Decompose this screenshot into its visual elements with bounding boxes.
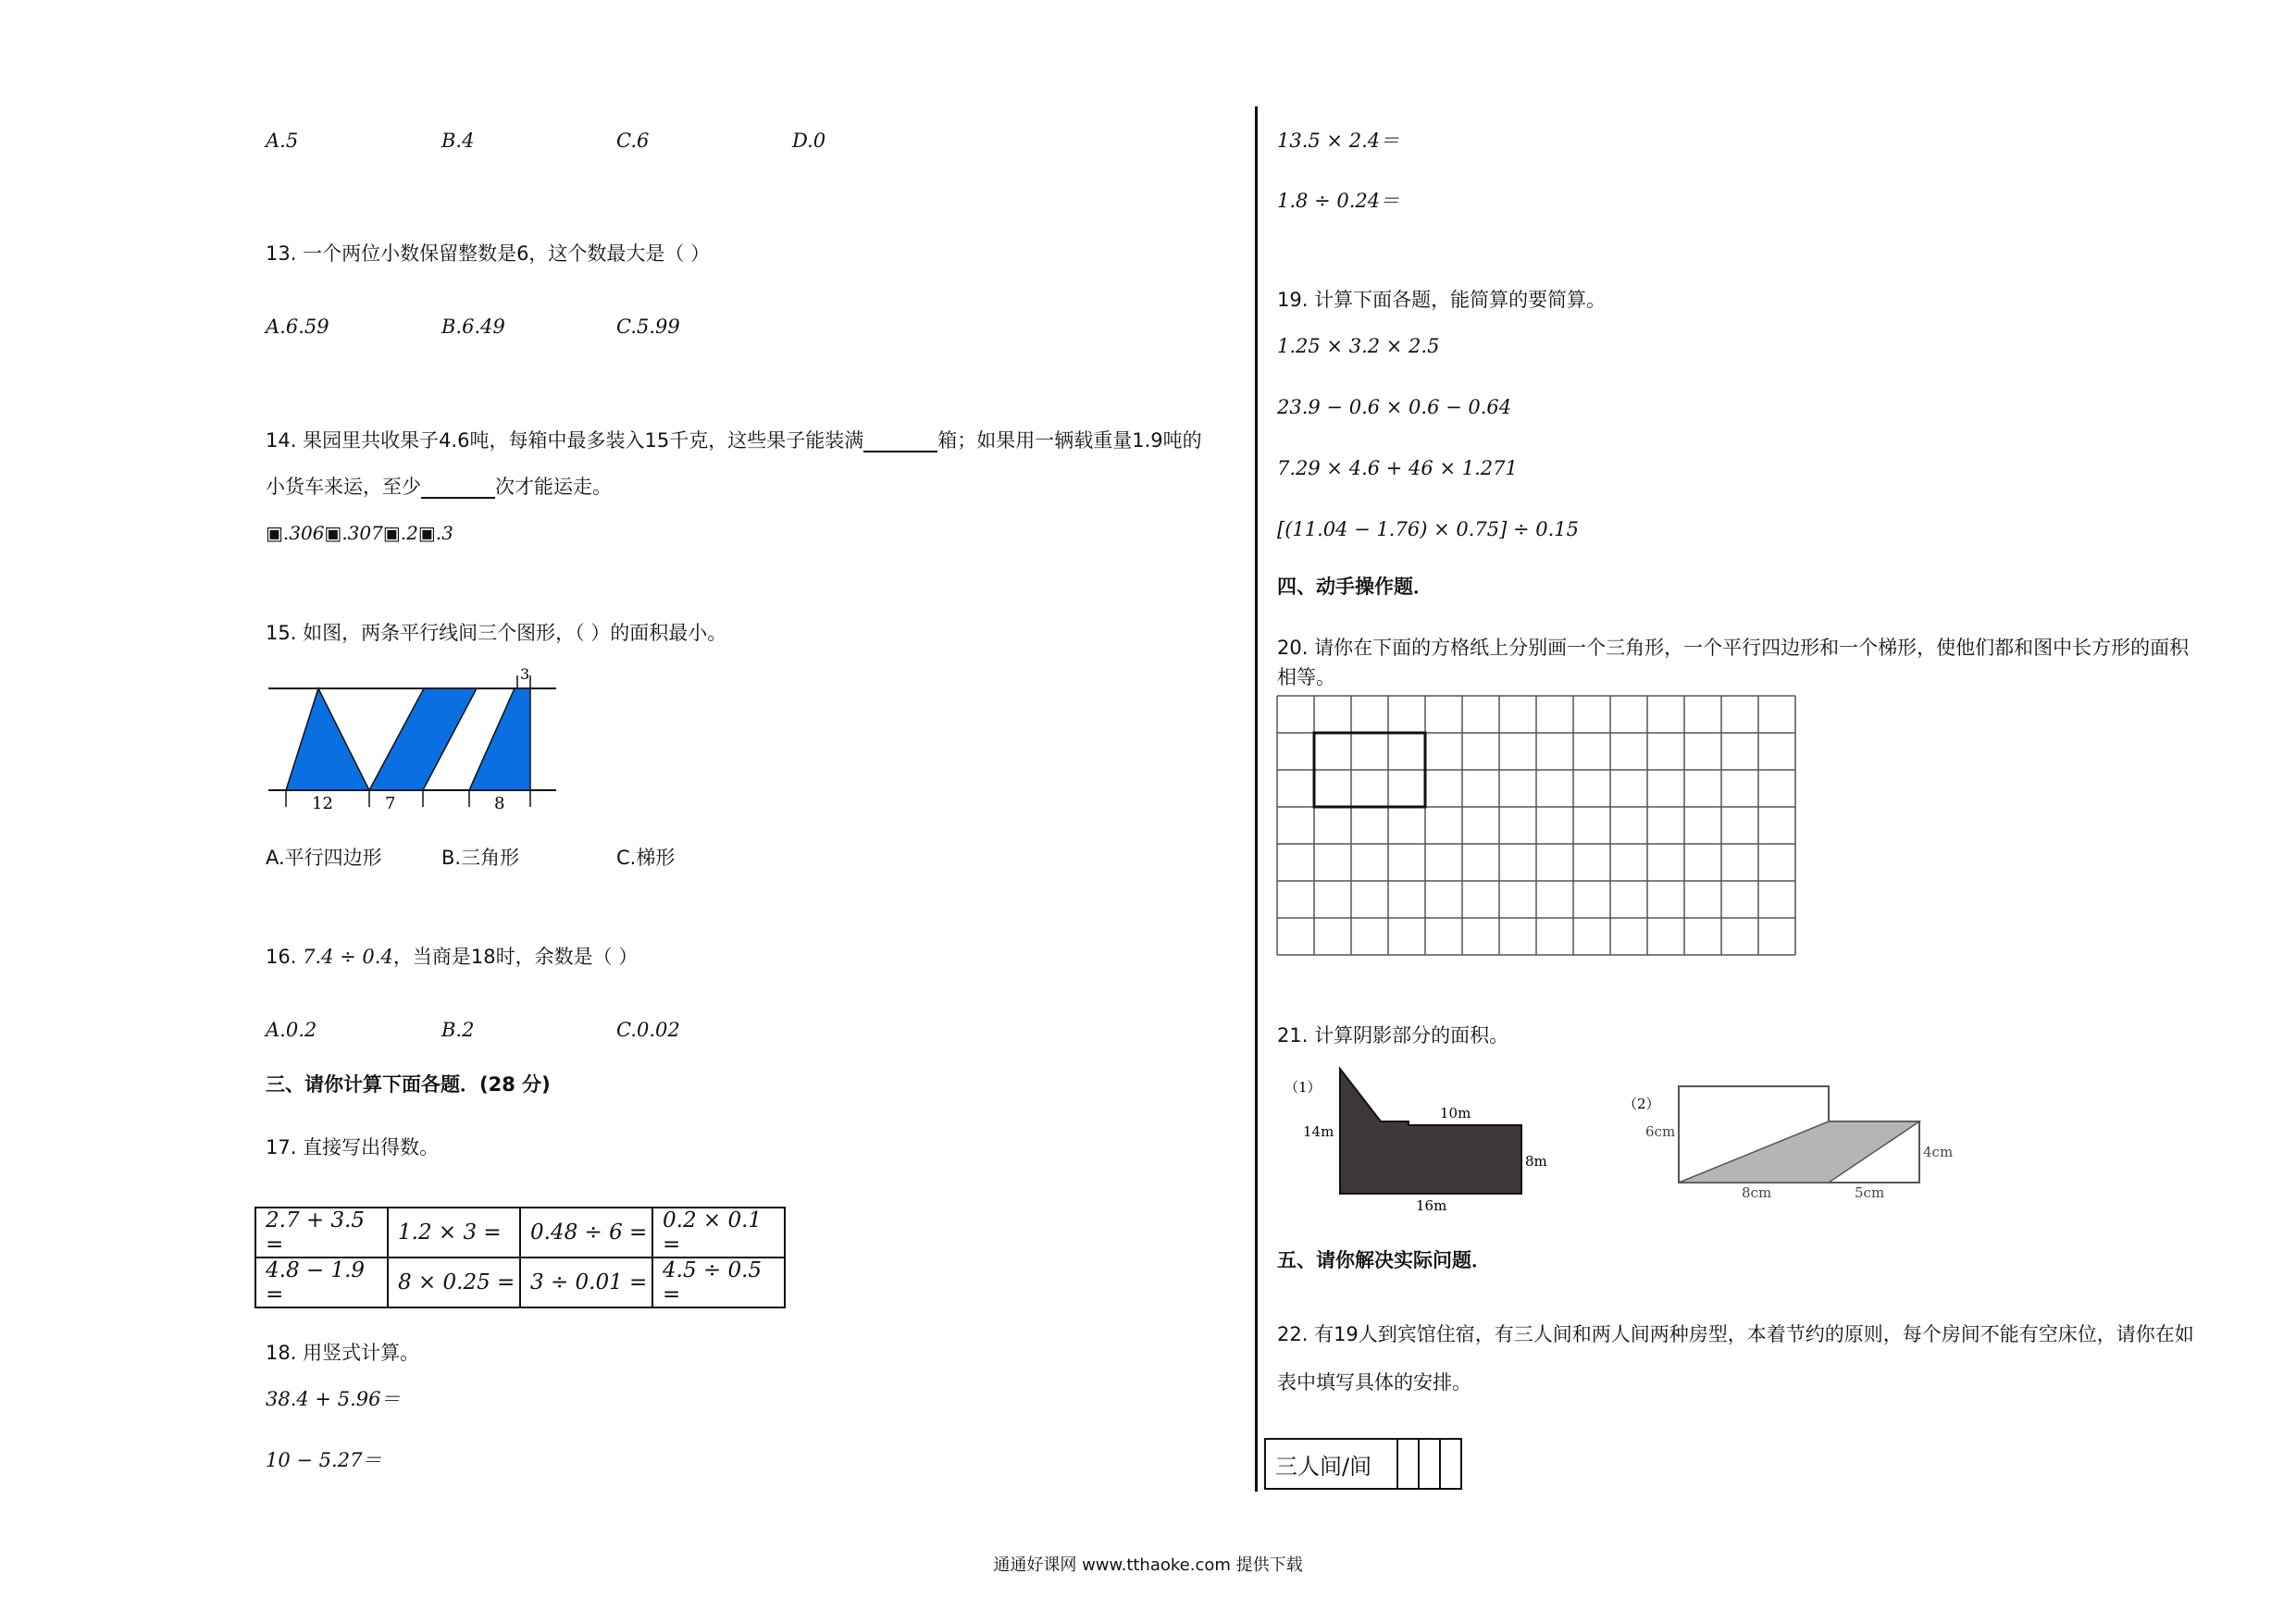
section-5-heading: 五、请你解决实际问题． [1277,1249,1491,1271]
q13-option-c: C.5.99 [616,316,680,338]
q14-line1-a: 14. 果园里共收果子4.6吨，每箱中最多装入15千克，这些果子能装满 [266,429,864,452]
q15-label-8: 8 [494,794,505,813]
q16-expression: 7.4 ÷ 0.4 [303,946,393,968]
q17-cell: 0.48 ÷ 6 = [520,1208,652,1258]
q22-table-cell [1419,1439,1440,1489]
q19-item-1: 1.25 × 3.2 × 2.5 [1277,335,1440,357]
q19-item-2: 23.9 − 0.6 × 0.6 − 0.64 [1277,396,1512,418]
q21-fig2-label-2: （2） [1623,1096,1660,1112]
q14-line2-a: 小货车来运，至少 [266,476,421,498]
q16-option-b: B.2 [441,1019,475,1041]
q15-parallelogram [369,688,477,790]
q18-item-2: 10 − 5.27＝ [266,1449,382,1471]
q18-text: 18. 用竖式计算。 [266,1342,420,1364]
q12-option-a: A.5 [266,130,299,152]
q21-text: 21. 计算阴影部分的面积。 [1277,1024,1509,1047]
q20-grid-paper [1275,694,1803,962]
q22-table-cell [1397,1439,1419,1489]
q21-figure-1 [1277,1064,1573,1212]
q21-figure-2 [1610,1064,1954,1203]
q16-text [266,946,638,969]
q14-line2-b: 次才能运走。 [495,476,612,498]
q21-fig1-shape [1340,1069,1521,1194]
q21-fig1-label-14m: 14m [1303,1123,1334,1140]
page-footer: 通通好课网 www.tthaoke.com 提供下载 [993,1555,1303,1575]
q16-option-c: C.0.02 [616,1019,680,1041]
q19-item-4: [(11.04 − 1.76) × 0.75] ÷ 0.15 [1277,518,1580,540]
q18-item-1: 38.4 + 5.96＝ [266,1388,401,1410]
q21-fig1-label-1: （1） [1285,1079,1322,1096]
q16-option-a: A.0.2 [266,1019,317,1041]
q14-line1 [266,429,1202,452]
q14-blank-1 [863,432,937,452]
q19-item-3: 7.29 × 4.6 + 46 × 1.271 [1277,457,1518,479]
q15-triangle [286,688,369,790]
q18-item-4: 1.8 ÷ 0.24＝ [1277,190,1400,212]
q12-option-d: D.0 [792,130,826,152]
q17-table [254,1207,786,1308]
q21-fig2-label-6cm: 6cm [1645,1123,1676,1140]
q17-cell: 4.8 − 1.9 = [255,1258,388,1307]
q18-item-3: 13.5 × 2.4＝ [1277,130,1400,152]
q21-fig2-label-4cm: 4cm [1923,1144,1954,1160]
q19-text: 19. 计算下面各题，能简算的要简算。 [1277,289,1607,311]
column-divider [1255,106,1258,1492]
section-4-heading: 四、动手操作题． [1277,576,1433,598]
q22-table-label: 三人间/间 [1265,1439,1397,1489]
q20-line2: 相等。 [1277,666,1335,688]
q15-label-12: 12 [312,794,333,813]
q17-cell: 0.2 × 0.1 = [652,1208,785,1258]
q15-figure [264,659,560,818]
q13-text: 13. 一个两位小数保留整数是6，这个数最大是（ ） [266,242,711,265]
q13-option-b: B.6.49 [441,316,505,338]
table-row [1265,1439,1461,1489]
q21-fig2-shaded [1679,1121,1919,1183]
q15-label-3: 3 [520,665,530,683]
q21-fig1-label-10m: 10m [1440,1105,1471,1121]
q15-option-b: B.三角形 [441,847,520,869]
section-3-heading: 三、请你计算下面各题．(28 分) [266,1073,551,1096]
q22-table-cell [1440,1439,1461,1489]
q17-cell: 2.7 + 3.5 = [255,1208,388,1258]
q17-cell: 4.5 ÷ 0.5 = [652,1258,785,1307]
table-row [255,1208,785,1258]
q14-line2 [266,476,612,499]
q14-blank-2 [421,478,495,499]
q15-label-7: 7 [385,794,396,813]
q21-fig1-label-16m: 16m [1416,1197,1447,1214]
q21-fig2-label-8cm: 8cm [1742,1184,1772,1201]
q17-text: 17. 直接写出得数。 [266,1136,440,1158]
q21-fig1-label-8m: 8m [1525,1153,1547,1170]
q22-line2: 表中填写具体的安排。 [1277,1371,1471,1394]
q14-options: ▣.306▣.307▣.2▣.3 [266,522,453,544]
q12-option-c: C.6 [616,130,650,152]
q15-text: 15. 如图，两条平行线间三个图形，（ ）的面积最小。 [266,622,727,644]
q12-option-b: B.4 [441,130,475,152]
q15-option-c: C.梯形 [616,847,676,869]
q16-number: 16. [266,946,297,968]
q17-cell: 3 ÷ 0.01 = [520,1258,652,1307]
q17-cell: 8 × 0.25 = [388,1258,520,1307]
q15-option-a: A.平行四边形 [266,847,382,869]
q17-cell: 1.2 × 3 = [388,1208,520,1258]
q14-line1-b: 箱；如果用一辆载重量1.9吨的 [937,429,1202,452]
q20-line1: 20. 请你在下面的方格纸上分别画一个三角形，一个平行四边形和一个梯形，使他们都和图中长方形的面积 [1277,637,2190,659]
q22-table [1264,1438,1462,1490]
q21-fig2-label-5cm: 5cm [1855,1184,1885,1201]
table-row [255,1258,785,1307]
q13-option-a: A.6.59 [266,316,329,338]
q16-rest: ，当商是18时，余数是（ ） [392,946,639,968]
q15-trapezoid [469,688,530,790]
q22-line1: 22. 有19人到宾馆住宿，有三人间和两人间两种房型，本着节约的原则，每个房间不能有空床位，请你在如 [1277,1323,2194,1345]
